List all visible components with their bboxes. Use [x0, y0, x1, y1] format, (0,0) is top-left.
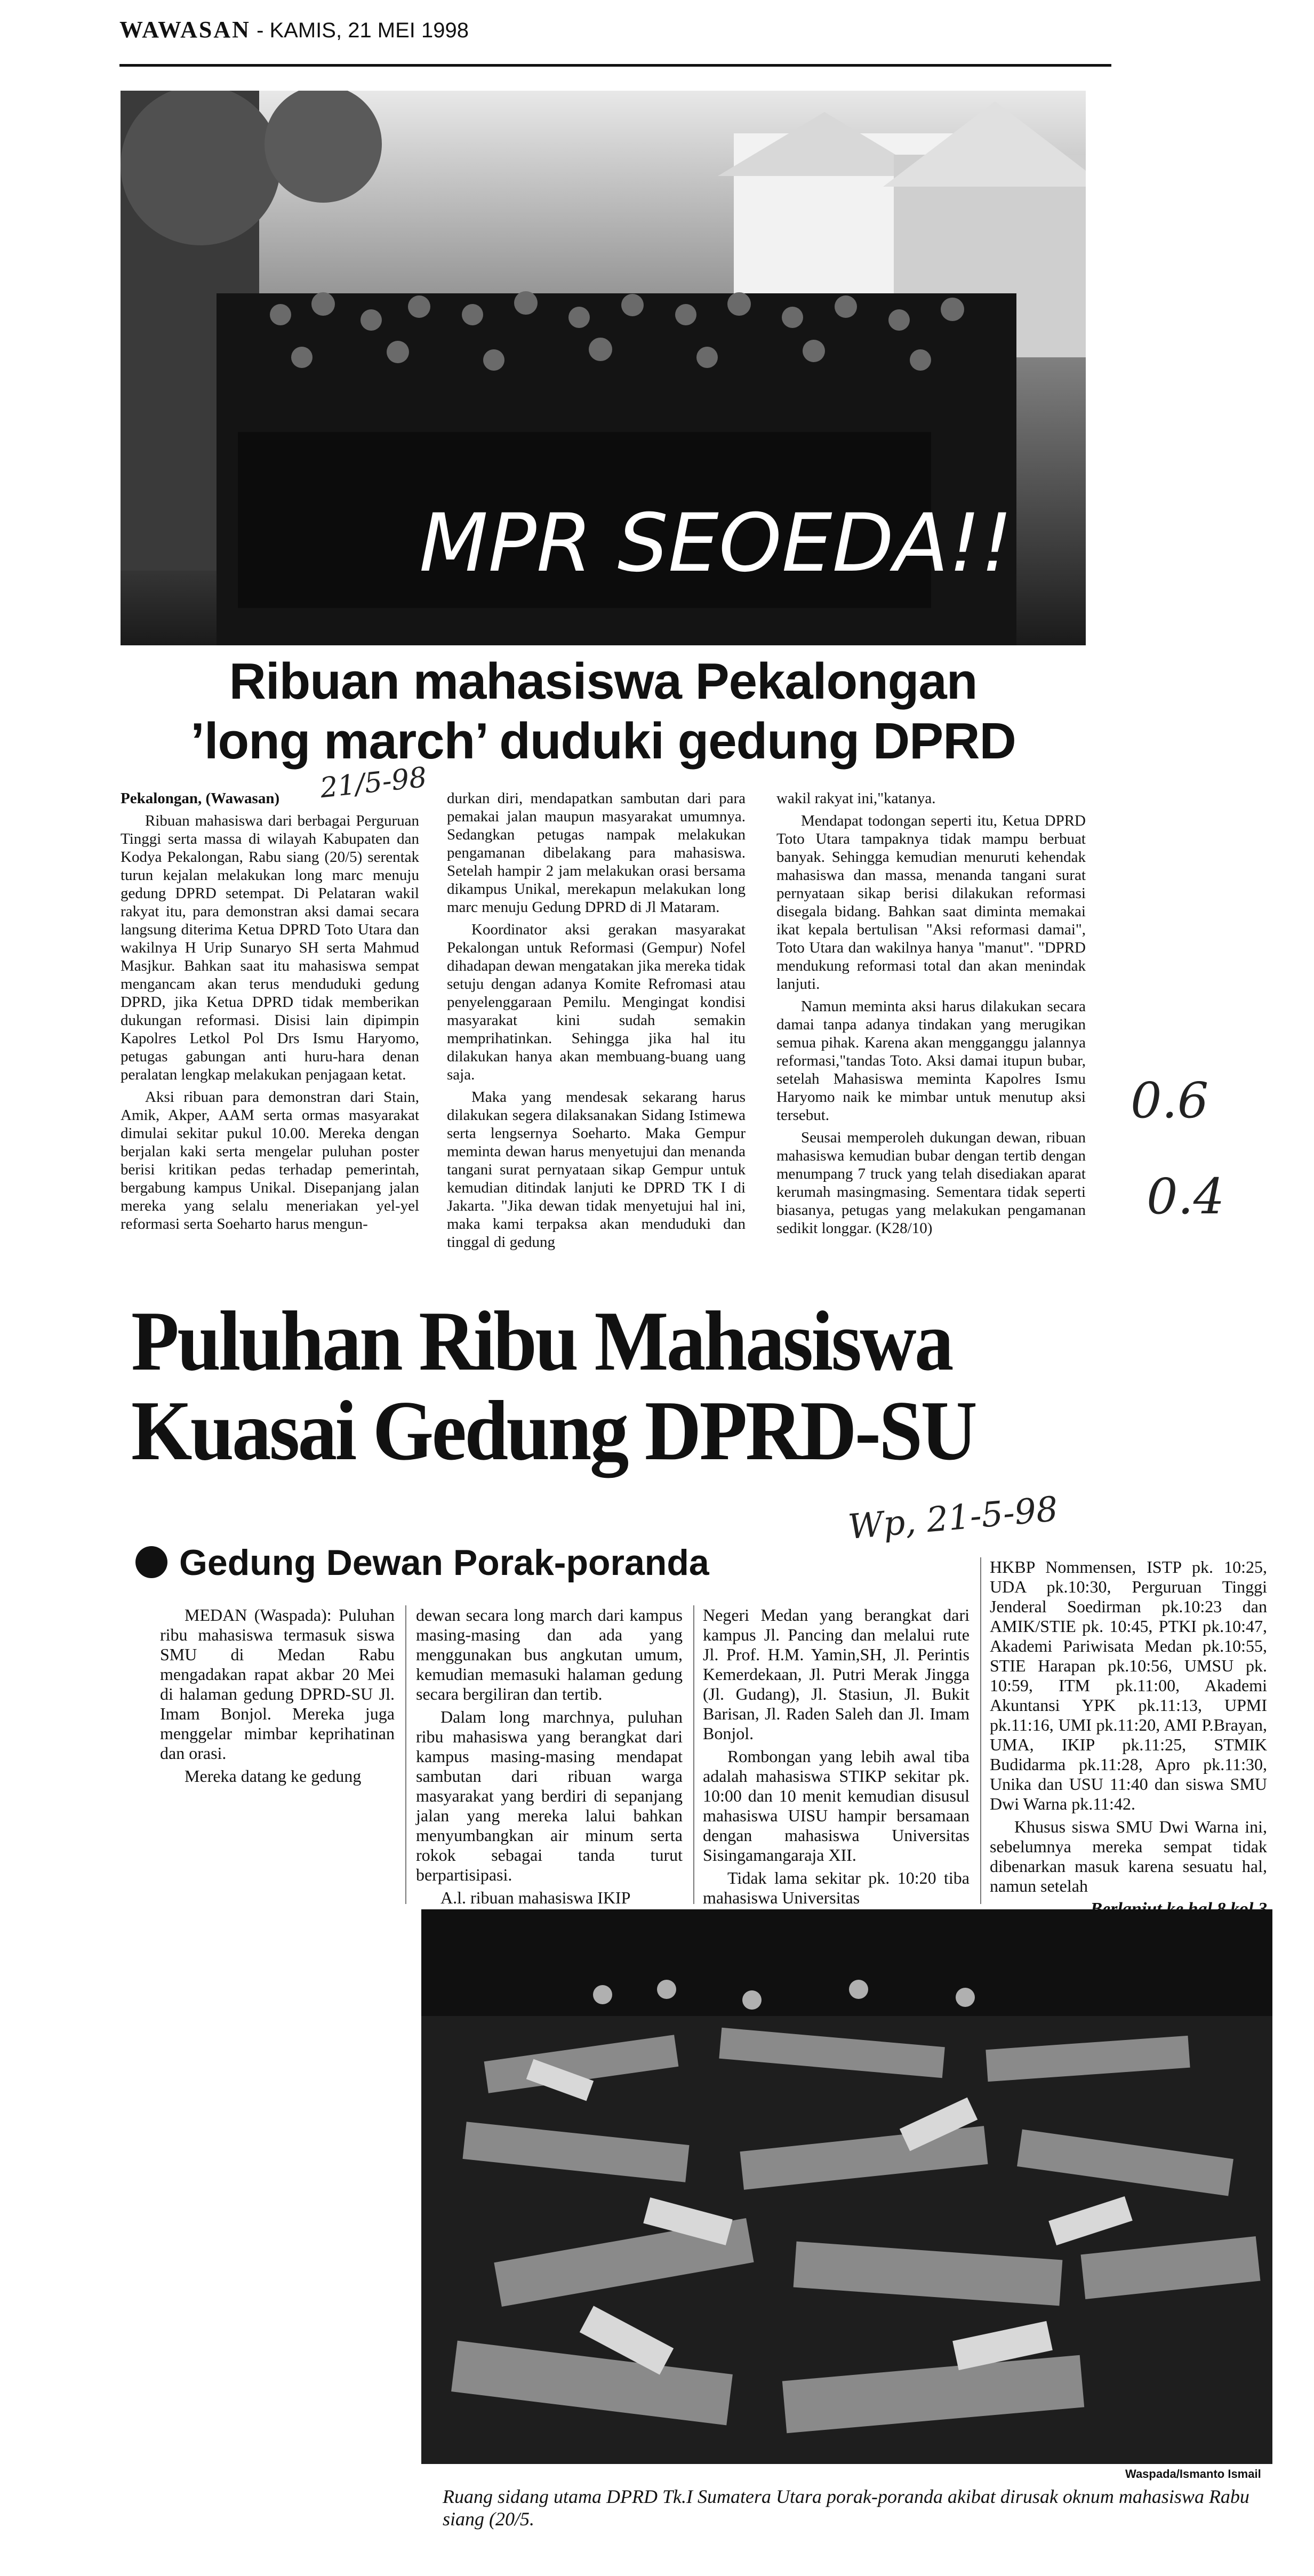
column-divider [980, 1557, 981, 1904]
article2-col3-para3: Tidak lama sekitar pk. 10:20 tiba mahasiswa Universitas [703, 1868, 970, 1907]
column-divider [405, 1605, 406, 1904]
article1-col2-para2: Koordinator aksi gerakan masyarakat Pekalongan untuk Reformasi (Gempur) Nofel dihadapan dewan mengatakan jika mereka tidak setuju dengan adanya Komite Refromasi atau penyelenggaraan Pemilu. Mengingat kondisi masyarakat kini sudah semakin memprihatinkan. Sehingga jika hal itu dilakukan hanya akan membuang-buang uang saja. [447, 921, 746, 1083]
separator: - [250, 19, 270, 42]
article1-headline-line1: Ribuan mahasiswa Pekalongan [229, 653, 978, 710]
article1-dateline: Pekalongan, (Wawasan) [121, 790, 280, 807]
article1-col2-para3: Maka yang mendesak sekarang harus dilakukan segera dilaksanakan Sidang Istimewa serta lengsernya Soeharto. Maka Gempur meminta dewan harus menyetujui dan menanda tangani surat pernyataan sikap Gempur untuk kemudian ditindak lanjuti ke DPRD TK I di Jakarta. "Jika dewan tidak menyetujui hal ini, maka kami terpaksa akan menduduki dan tinggal di gedung [447, 1089, 746, 1251]
article1-col3-para4: Seusai memperoleh dukungan dewan, ribuan mahasiswa kemudian bubar dengan tertib dengan menumpang 7 truck yang telah disediakan aparat kerumah masingmasing. Sementara tidak seperti biasanya, petugas yang melakukan pengamanan sedikit longgar. (K28/10) [776, 1129, 1086, 1237]
article2-col4 [990, 1557, 1267, 1919]
article2-col1-para1: MEDAN (Waspada): Puluhan ribu mahasiswa termasuk siswa SMU di Medan Rabu mengadakan rapat akbar 20 Mei di halaman gedung DPRD-SU Jl. Imam Bonjol. Mereka juga menggelar mimbar keprihatinan dan orasi. [160, 1605, 395, 1763]
article1-col3-para3: Namun meminta aksi harus dilakukan secara damai tanpa adanya tindakan yang merugikan semua pihak. Karena akan mengganggu jalannya reformasi,"tandas Toto. Aksi damai itupun bubar, setelah Mahasiswa meminta Kapolres Ismu Haryomo naik ke mimbar untuk menutup aksi tersebut. [776, 998, 1086, 1124]
article1-headline-line2: ’long march’ duduki gedung DPRD [190, 713, 1016, 770]
article1-headline [121, 652, 1086, 771]
article1-col2 [447, 789, 746, 1255]
article2-col4-para1: HKBP Nommensen, ISTP pk. 10:25, UDA pk.10:30, Perguruan Tinggi Jenderal Soedirman pk.10:23 dan AMIK/STIE pk. 10:45, PTKI pk.10:47, Akademi Pariwisata Medan pk.10:55, STIE Harapan pk.10:56, UMSU pk. 10:59, ITM pk.11:00, Akademi Akuntansi YPK pk.11:13, UPMI pk.11:16, UMI pk.11:20, AMI P.Brayan, UMA, IKIP pk.11:25, STMIK Budidarma pk.11:28, Apro pk.11:30, Unika dan USU 11:40 dan siswa SMU Dwi Warna pk.11:42. [990, 1557, 1267, 1813]
photo-caption: Ruang sidang utama DPRD Tk.I Sumatera Utara porak-poranda akibat dirusak oknum mahasiswa Rabu siang (20/5. [443, 2486, 1249, 2530]
article2-col3-para2: Rombongan yang lebih awal tiba adalah mahasiswa STIKP sekitar pk. 10:00 dan 10 menit kemudian disusul mahasiswa UISU hampir bersamaan dengan mahasiswa Universitas Sisingamangaraja XII. [703, 1747, 970, 1865]
article2-col2-para2: Dalam long marchnya, puluhan ribu mahasiswa yang berangkat dari kampus masing-masing mendapat sambutan dari ribuan warga masyarakat yang berdiri di sepanjang jalan yang mereka lalui bahkan menyumbangkan air minum serta rokok sebagai tanda turut berpartisipasi. [416, 1707, 683, 1884]
column-divider [693, 1605, 694, 1904]
article1-col2-para1: durkan diri, mendapatkan sambutan dari para pemakai jalan maupun masyarakat umumnya. Sedangkan petugas nampak melakukan pengamanan dibelakang para mahasiswa. Setelah hampir 2 jam melakukan orasi bersama dikampus Unikal, merekapun melakukan long marc menuju Gedung DPRD di Jl Mataram. [447, 790, 746, 916]
article2-col3 [703, 1605, 970, 1911]
issue-date: KAMIS, 21 MEI 1998 [269, 19, 469, 42]
bullet-icon [135, 1546, 167, 1578]
article2-subheadline-row [135, 1541, 775, 1584]
assembly-hall-photo [421, 1909, 1272, 2464]
article2-col3-para1: Negeri Medan yang berangkat dari kampus Jl. Pancing dan melalui rute Jl. Prof. H.M. Yamin,SH, Jl. Perintis Kemerdekaan, Jl. Putri Merak Jingga (Jl. Gudang), Jl. Stasiun, Jl. Bukit Barisan, Jl. Raden Saleh dan Jl. Imam Bonjol. [703, 1605, 970, 1743]
article2-subheadline: Gedung Dewan Porak-poranda [179, 1542, 709, 1583]
publication-name: WAWASAN [119, 17, 251, 43]
article2-headline-line1: Puluhan Ribu Mahasiswa [131, 1293, 952, 1388]
article2-headline-line2: Kuasai Gedung DPRD-SU [131, 1383, 976, 1478]
article1-col1-para1: Ribuan mahasiswa dari berbagai Perguruan Tinggi serta massa di wilayah Kabupaten dan Kodya Pekalongan, Rabu siang (20/5) serentak turun kejalan melakukan long marc menuju gedung DPRD setempat. Di Pelataran wakil rakyat itu, para demonstran aksi damai secara langsung diterima Ketua DPRD Toto Utara dan wakilnya H Urip Sunaryo SH serta Mahmud Masjkur. Bahkan saat itu mahasiswa sempat mengancam akan terus menduduki gedung DPRD, jika Ketua DPRD tidak memberikan dukungan reformasi. Disisi lain dipimpin Kapolres Letkol Pol Drs Ismu Haryomo, petugas gabungan anti huru-hara denan peralatan lengkap melakukan penjagaan ketat. [121, 812, 419, 1083]
article1-col1-para2: Aksi ribuan para demonstran dari Stain, Amik, Akper, AAM serta ormas masyarakat dimulai sekitar pukul 10.00. Mereka dengan berjalan kaki serta mengelar puluhan poster berisi kritikan pedas terhadap pemerintah, bergabung kampus Unikal. Disepanjang jalan mereka yang selalu meneriakan yel-yel reformasi serta Soeharto harus mengun- [121, 1089, 419, 1233]
protest-march-photo-art [121, 91, 1086, 645]
article1-col3-para2: Mendapat todongan seperti itu, Ketua DPRD Toto Utara tampaknya tidak mampu berbuat banyak. Sehingga kemudian menuruti kehendak mahasiswa dan massa, menanda tangani surat pernyataan sikap berisi dilakukan reformasi disegala bidang. Bahkan saat diminta memakai ikat kepala bertulisan "Aksi reformasi damai", Toto Utara dan wakilnya hanya "manut". "DPRD mendukung reformasi total dan akan menindak lanjuti. [776, 812, 1086, 993]
protest-march-photo [121, 91, 1086, 645]
article1-col1 [121, 789, 419, 1237]
article2-col2-para3: A.l. ribuan mahasiswa IKIP [440, 1888, 631, 1907]
article1-col3-para1: wakil rakyat ini,"katanya. [776, 790, 936, 807]
article2-col4-para2: Khusus siswa SMU Dwi Warna ini, sebelumnya mereka sempat tidak dibenarkan masuk karena sesuatu hal, namun setelah [990, 1817, 1267, 1895]
article2-col1 [160, 1605, 395, 1789]
protest-banner-text: MPR SEOEDA!! [419, 497, 1013, 590]
article2-headline [131, 1293, 1112, 1478]
masthead-rule [119, 64, 1111, 67]
margin-note-2: 0.4 [1147, 1168, 1225, 1225]
article2-col2-para1: dewan secara long march dari kampus masing-masing dan ada yang menggunakan bus angkutan umum, kemudian memasuki halaman gedung secara bergiliran dan tertib. [416, 1605, 683, 1703]
article1-handwritten-date: 21/5-98 [318, 761, 429, 805]
article2-handwritten-date: Wp, 21-5-98 [846, 1489, 1060, 1548]
assembly-hall-photo-art [421, 1909, 1272, 2464]
article1-col3 [776, 789, 1086, 1242]
article2-col2 [416, 1605, 683, 1911]
margin-note-1: 0.6 [1131, 1072, 1209, 1129]
photo-credit: Waspada/Ismanto Ismail [1125, 2467, 1261, 2481]
masthead [119, 16, 1111, 69]
article2-col1-para2: Mereka datang ke gedung [185, 1766, 362, 1786]
